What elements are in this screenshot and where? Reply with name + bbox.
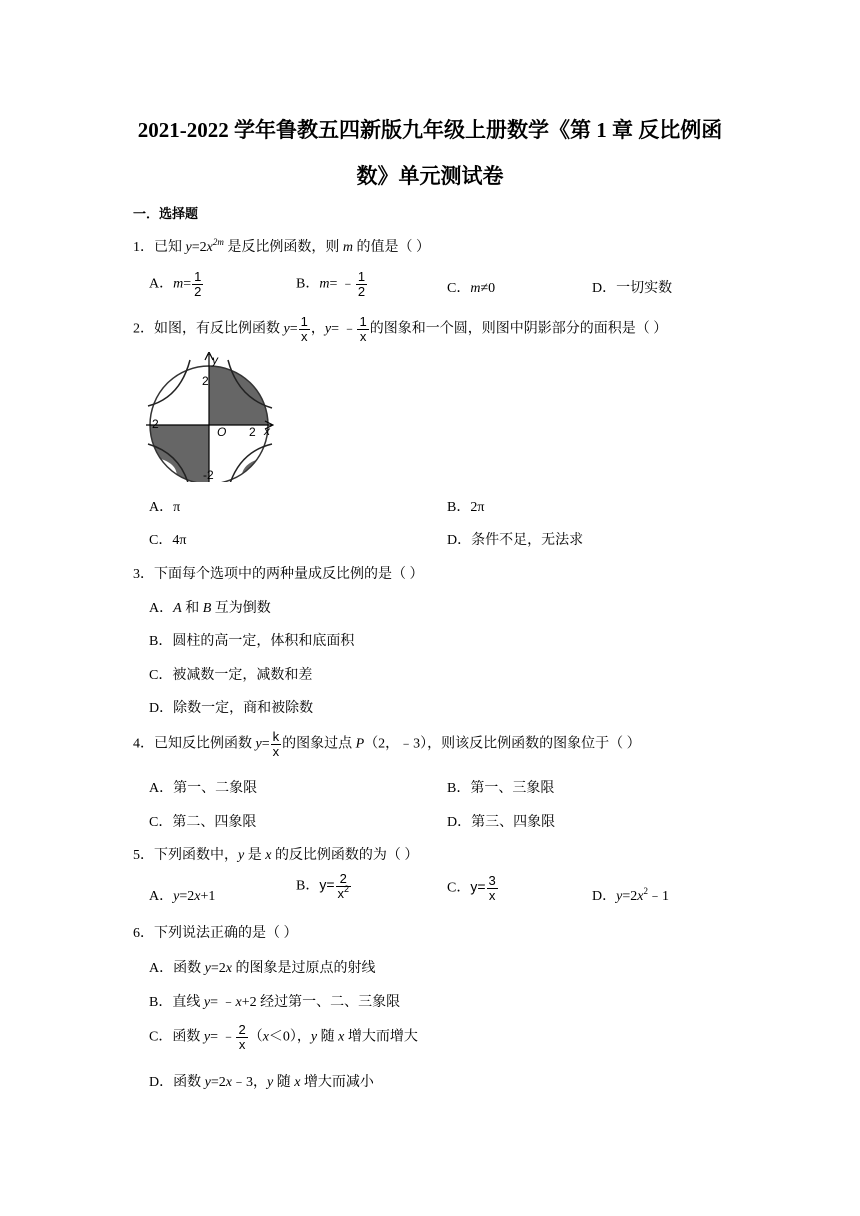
tick-label-top: 2 bbox=[202, 374, 209, 388]
q2-option-d[interactable]: D．条件不足，无法求 bbox=[447, 533, 584, 548]
q5-option-b[interactable]: B．y= $\frac{2}{x^2}$ bbox=[296, 871, 350, 901]
tick-label-bottom: -2 bbox=[203, 468, 214, 482]
q3-option-b[interactable]: B．圆柱的高一定，体积和底面积 bbox=[149, 634, 355, 649]
question-4-stem: 4．已知反比例函数 y= $\frac{k}{x}$ 的图象过点 P（2，﹣3），则该反比例函数的图象位于（ ） bbox=[133, 729, 641, 759]
q3-option-d[interactable]: D．除数一定，商和被除数 bbox=[149, 701, 314, 716]
hyperbola-branch-3 bbox=[148, 360, 190, 406]
q2-figure bbox=[146, 352, 274, 482]
q1-option-d[interactable]: D．一切实数 bbox=[592, 281, 673, 296]
q6-option-b[interactable]: B．直线 y= ﹣x+2 经过第一、二、三象限 bbox=[149, 995, 401, 1010]
q2-option-a[interactable]: A．π bbox=[149, 500, 181, 515]
q1-option-b[interactable]: B．m= ﹣ $\frac{1}{2}$ bbox=[296, 269, 366, 299]
q4-option-a[interactable]: A．第一、二象限 bbox=[149, 781, 258, 796]
question-3-stem: 3．下面每个选项中的两种量成反比例的是（ ） bbox=[133, 567, 424, 582]
x-axis-label: x bbox=[264, 424, 270, 438]
q5-option-c[interactable]: C．y= $\frac{3}{x}$ bbox=[447, 873, 496, 903]
q4-option-c[interactable]: C．第二、四象限 bbox=[149, 815, 257, 830]
q4-option-b[interactable]: B．第一、三象限 bbox=[447, 781, 555, 796]
q6-option-a[interactable]: A．函数 y=2x 的图象是过原点的射线 bbox=[149, 961, 376, 976]
q6-option-c[interactable]: C．函数 y= ﹣ $\frac{2}{x}$ （x＜0），y 随 x 增大而增大 bbox=[149, 1022, 418, 1052]
q5-option-d[interactable]: D．$y=2x^2﹣1$ bbox=[592, 886, 669, 904]
shaded-region-q2 bbox=[146, 352, 177, 388]
q2-option-b[interactable]: B．2π bbox=[447, 500, 485, 515]
question-5-stem: 5．下列函数中，y 是 x 的反比例函数的为（ ） bbox=[133, 848, 419, 863]
hyperbola-branch-4 bbox=[228, 444, 272, 482]
page-title-line-2: 数》单元测试卷 bbox=[356, 164, 504, 188]
origin-label: O bbox=[217, 425, 227, 439]
y-axis-label: y bbox=[212, 353, 218, 367]
section-heading: 一．选择题 bbox=[133, 206, 199, 221]
q6-option-d[interactable]: D．函数 y=2x﹣3，y 随 x 增大而减小 bbox=[149, 1075, 374, 1090]
q3-option-c[interactable]: C．被减数一定，减数和差 bbox=[149, 668, 313, 683]
q3-option-a[interactable]: A．A 和 B 互为倒数 bbox=[149, 601, 271, 616]
page-title-line-1: 2021-2022 学年鲁教五四新版九年级上册数学《第 1 章 反比例函 bbox=[137, 118, 723, 142]
q1-option-a[interactable]: A．m= $\frac{1}{2}$ bbox=[149, 269, 202, 299]
q4-option-d[interactable]: D．第三、四象限 bbox=[447, 815, 556, 830]
question-6-stem: 6．下列说法正确的是（ ） bbox=[133, 926, 298, 941]
shaded-region-q4 bbox=[242, 456, 274, 482]
tick-label-right: 2 bbox=[249, 425, 256, 439]
shaded-region-q3 bbox=[146, 425, 209, 482]
q5-option-a[interactable]: A．y=2x+1 bbox=[149, 889, 216, 904]
question-1-stem: 1．已知 $y=2x^{2m}$ 是反比例函数，则 m 的值是（ ） bbox=[133, 237, 430, 255]
q2-option-c[interactable]: C．4π bbox=[149, 533, 187, 548]
question-2-stem: 2．如图，有反比例函数 y= $\frac{1}{x}$ ，y= ﹣ $\frac{1}{x}$ 的图象和一个圆，则图中阴影部分的面积是（ ） bbox=[133, 314, 668, 344]
tick-label-left: -2 bbox=[148, 417, 159, 431]
q1-option-c[interactable]: C．m≠0 bbox=[447, 281, 496, 296]
